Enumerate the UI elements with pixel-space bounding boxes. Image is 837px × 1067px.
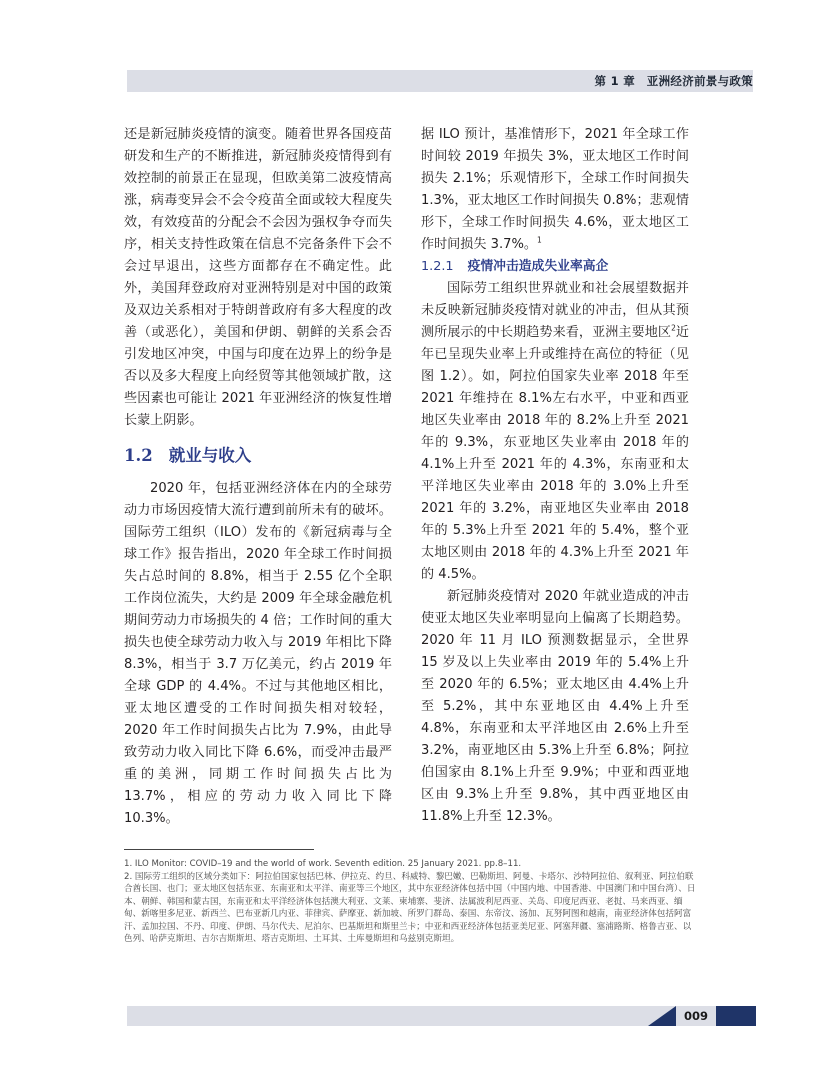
page-number: 009: [676, 1006, 716, 1026]
paragraph: 还是新冠肺炎疫情的演变。随着世界各国疫苗研发和生产的不断推进，新冠肺炎疫情得到有效控制的前景正在显现，但欧美第二波疫情高涨，病毒变异会不会令疫苗全面或较大程度失效，有效疫苗的分配会不会因为强权争夺而失序，相关支持性政策在信息不完备条件下会不会过早退出，这些方面都存在不确定性。此外，美国拜登政府对亚洲特别是对中国的政策及双边关系相对于特朗普政府有多大程度的改善（或恶化），美国和伊朗、朝鲜的关系会否引发地区冲突，中国与印度在边界上的纷争是否以及多大程度上向经贸等其他领域扩散，这些因素也可能让 2021 年亚洲经济的恢复性增长蒙上阴影。: [124, 127, 392, 428]
paragraph-text: 近年已呈现失业率上升或维持在高位的特征（见图 1.2）。如，阿拉伯国家失业率 2018 年至 2021 年维持在 8.1%左右水平，中亚和西亚地区失业率由 2018 年的 8.2%上升至 2021 年的 9.3%，东亚地区失业率由 2018 年的 4.1%上升至 2021 年的 4.3%，东南亚和太平洋地区失业率由 2018 年的 3.0%上升至 2021 年的 3.2%，南亚地区失业率由 2018 年的 5.3%上升至 2021 年的 5.4%，整个亚太地区则由 2018 年的 4.3%上升至 2021 年的 4.5%。: [421, 325, 690, 582]
footnote: 2. 国际劳工组织的区域分类如下：阿拉伯国家包括巴林、伊拉克、约旦、科威特、黎巴嫩、巴勒斯坦、阿曼、卡塔尔、沙特阿拉伯、叙利亚、阿拉伯联合酋长国、也门；亚太地区包括东亚、东南亚和太平洋、南亚等三个地区，其中东亚经济体包括中国（中国内地、中国香港、中国澳门和中国台湾）、日本、朝鲜、韩国和蒙古国，东南亚和太平洋经济体包括澳大利亚、文莱、柬埔寨、斐济、法属波利尼西亚、关岛、印度尼西亚、老挝、马来西亚、缅甸、新喀里多尼亚、新西兰、巴布亚新几内亚、菲律宾、萨摩亚、新加坡、所罗门群岛、泰国、东帝汶、汤加、瓦努阿图和越南，南亚经济体包括阿富汗、孟加拉国、不丹、印度、伊朗、马尔代夫、尼泊尔、巴基斯坦和斯里兰卡；中亚和西亚经济体包括亚美尼亚、阿塞拜疆、塞浦路斯、格鲁吉亚、以色列、哈萨克斯坦、吉尔吉斯斯坦、塔吉克斯坦、土耳其、土库曼斯坦和乌兹别克斯坦。: [124, 871, 696, 944]
footnote-ref[interactable]: 1: [537, 235, 542, 245]
paragraph: 2020 年，包括亚洲经济体在内的全球劳动力市场因疫情大流行遭到前所未有的破坏。国际劳工组织（ILO）发布的《新冠病毒与全球工作》报告指出，2020 年全球工作时间损失占总时间的 8.8%，相当于 2.55 亿个全职工作岗位流失，大约是 2009 年全球金融危机期间劳动力市场损失的 4 倍；工作时间的重大损失也使全球劳动力收入与 2019 年相比下降 8.3%，相当于 3.7 万亿美元，约占 2019 年全球 GDP 的 4.4%。不过与其他地区相比，亚太地区遭受的工作时间损失相对较轻，2020 年工作时间损失占比为 7.9%，由此导致劳动力收入同比下降 6.6%，而受冲击最严重的美洲，同期工作时间损失占比为 13.7%，相应的劳动力收入同比下降 10.3%。: [124, 481, 392, 826]
footer-bar: [127, 1006, 687, 1026]
section-number: 1.2: [124, 446, 153, 465]
footer-accent-block: [716, 1006, 756, 1026]
subsection-title: 疫情冲击造成失业率高企: [467, 259, 609, 274]
footnote-ref[interactable]: 2: [671, 323, 676, 333]
subsection-number: 1.2.1: [421, 259, 454, 274]
paragraph: 新冠肺炎疫情对 2020 年就业造成的冲击使亚太地区失业率明显向上偏离了长期趋势。2020 年 11 月 ILO 预测数据显示，全世界 15 岁及以上失业率由 2019 年的 5.4%上升至 2020 年的 6.5%；亚太地区由 4.4%上升至 5.2%，其中东亚地区由 4.4%上升至 4.8%，东南亚和太平洋地区由 2.6%上升至 3.2%，南亚地区由 5.3%上升至 6.8%；阿拉伯国家由 8.1%上升至 9.9%；中亚和西亚地区由 9.3%上升至 9.8%，其中西亚地区由 11.8%上升至 12.3%。: [421, 589, 689, 824]
footnote: 1. ILO Monitor: COVID–19 and the world of work. Seventh edition. 25 January 2021. pp.8–11.: [124, 859, 522, 869]
paragraph-text: 国际劳工组织世界就业和社会展望数据并未反映新冠肺炎疫情对就业的冲击，但从其预测所展示的中长期趋势来看，亚洲主要地区: [421, 281, 689, 340]
section-heading: [124, 444, 392, 468]
chapter-header: 第 1 章 亚洲经济前景与政策: [594, 74, 753, 88]
footnote-divider: [124, 849, 314, 850]
paragraph-text: 据 ILO 预计，基准情形下，2021 年全球工作时间较 2019 年损失 3%，亚太地区工作时间损失 2.1%；乐观情形下，全球工作时间损失 1.3%，亚太地区工作时间损失 0.8%；悲观情形下，全球工作时间损失 4.6%，亚太地区工作时间损失 3.7%。: [421, 127, 689, 252]
paragraph: [421, 124, 689, 256]
subsection-heading: [421, 256, 689, 278]
footer-accent: [648, 1006, 676, 1026]
section-title: 就业与收入: [168, 446, 252, 465]
paragraph: [421, 278, 689, 586]
left-column: [124, 124, 392, 830]
footnotes: [124, 858, 696, 946]
right-column: [421, 124, 689, 828]
